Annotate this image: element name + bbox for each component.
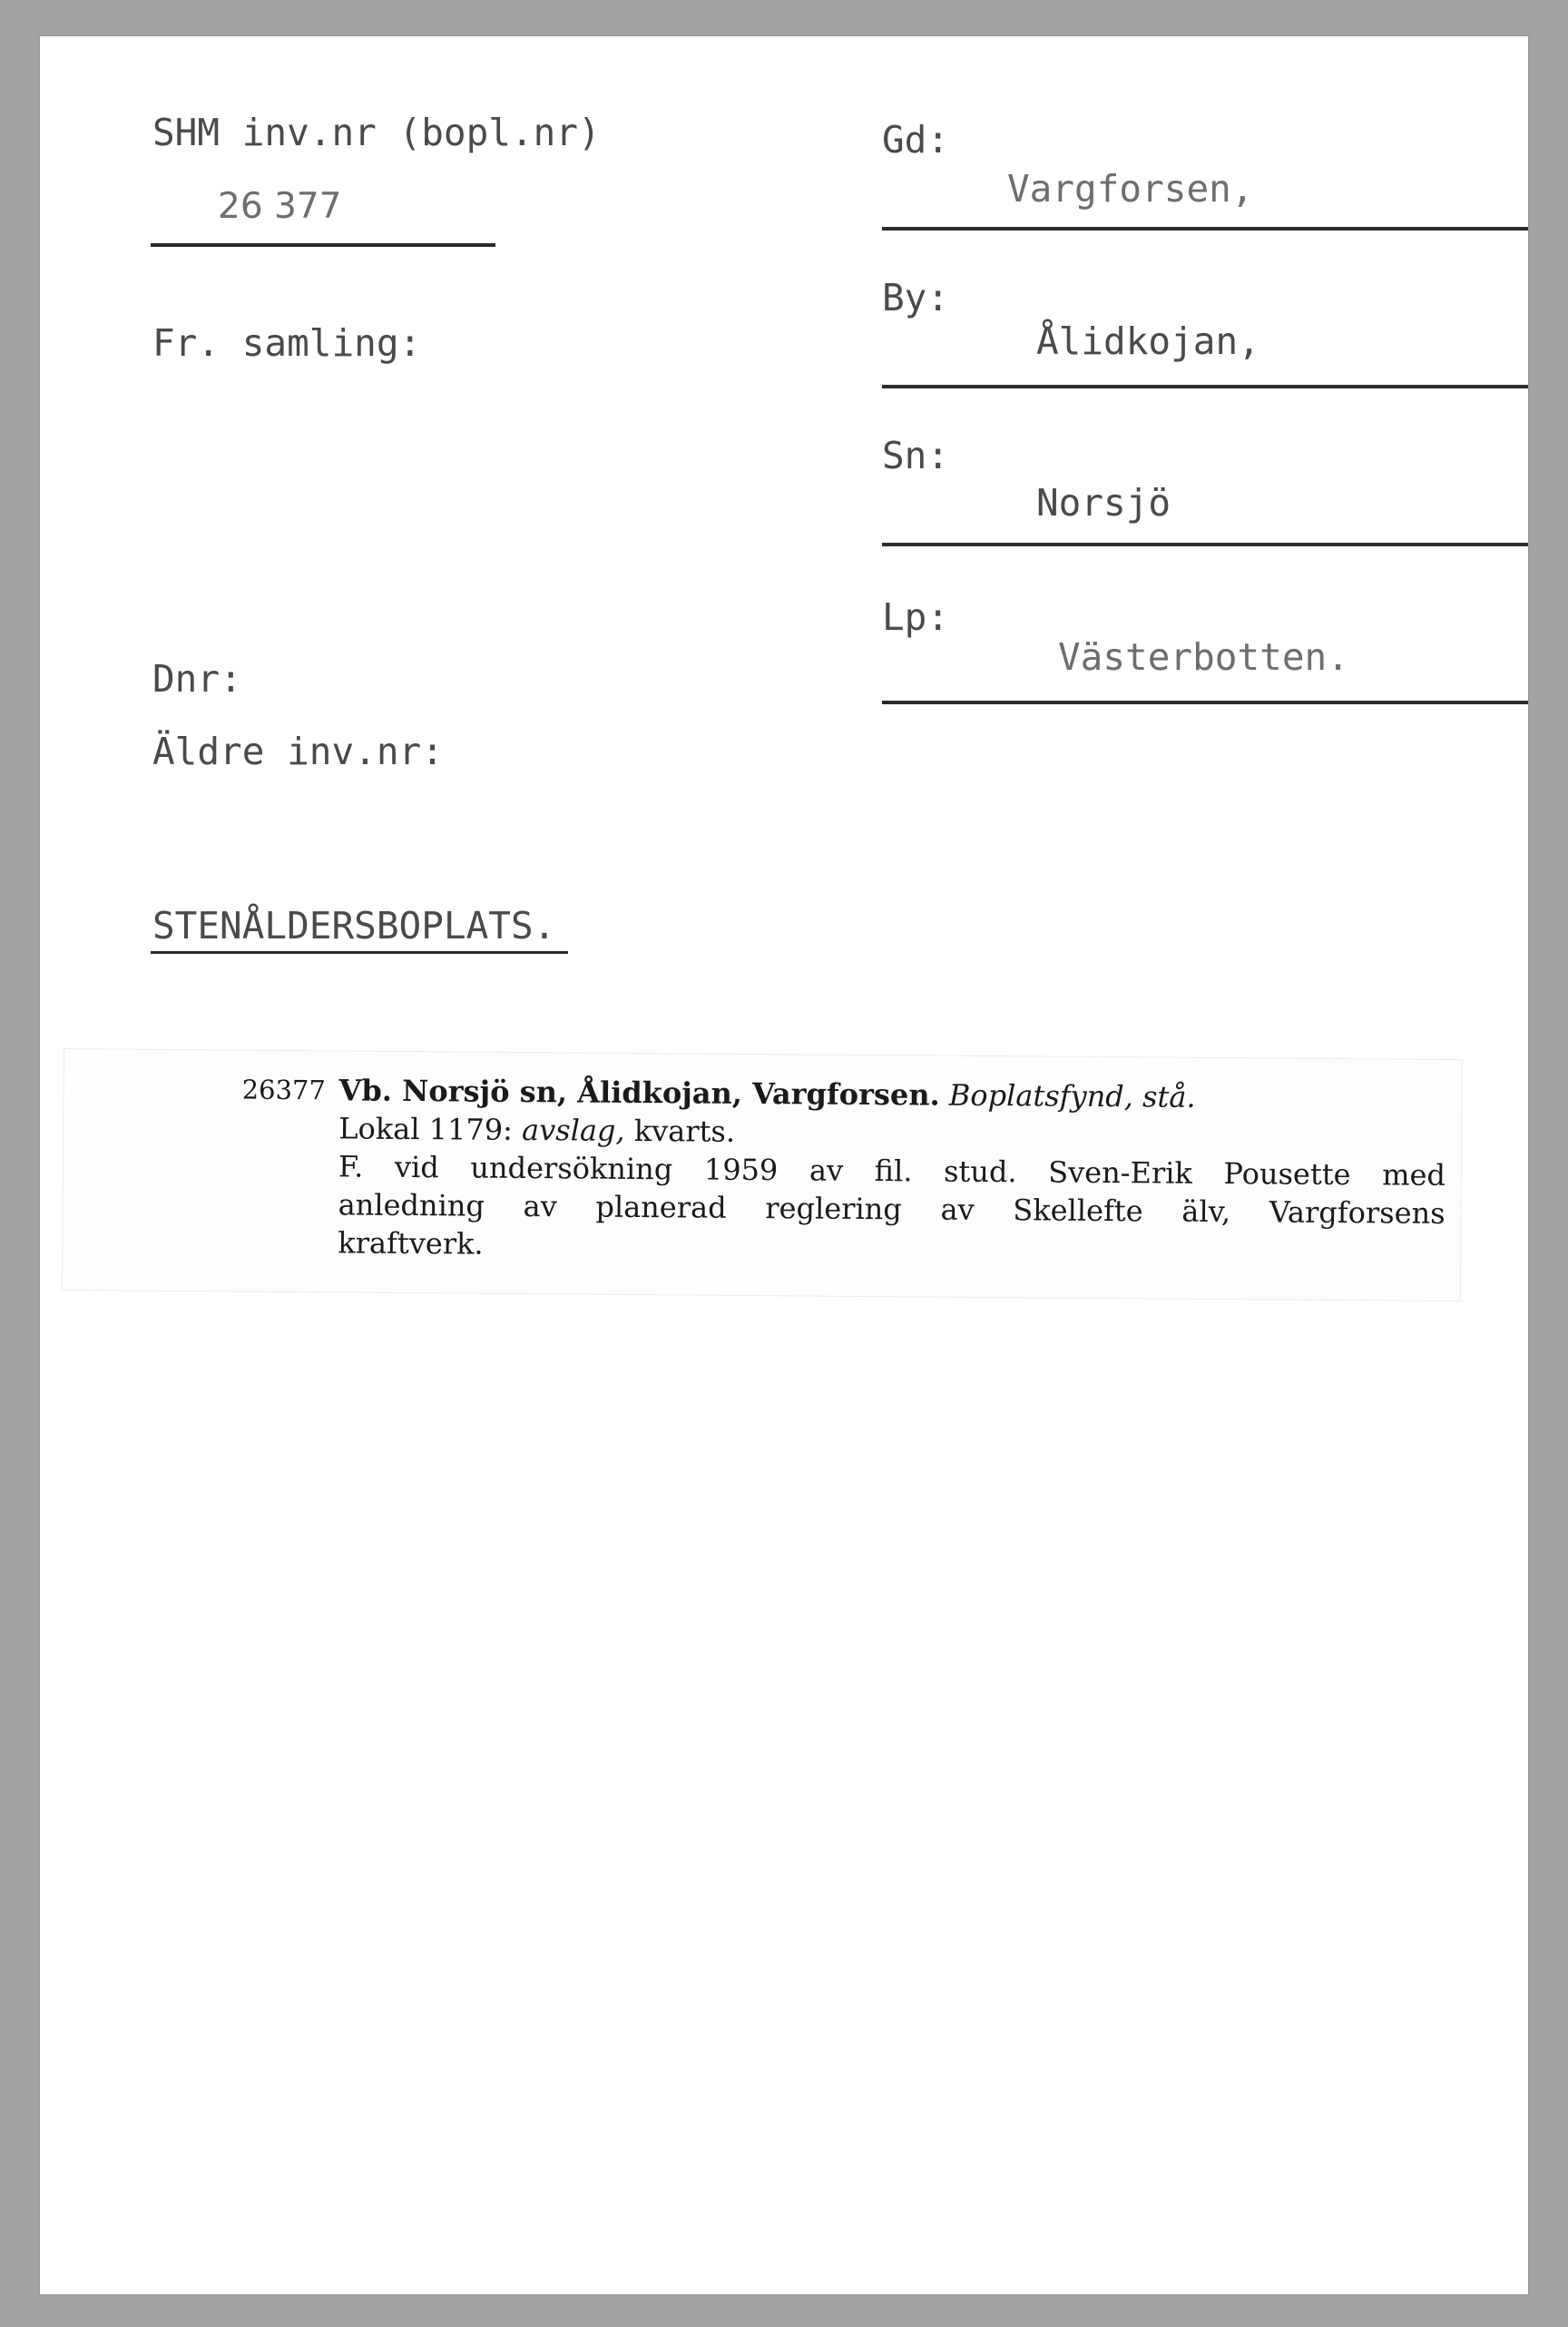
sn-label: Sn: <box>882 434 950 477</box>
inv-underline <box>151 243 495 247</box>
gd-rule <box>882 227 1528 231</box>
slip-number: 26377 <box>241 1074 327 1106</box>
lp-value: Västerbotten. <box>1058 635 1349 679</box>
dnr-label: Dnr: <box>152 657 242 701</box>
samling-label: Fr. samling: <box>152 321 422 365</box>
aldre-inv-label: Äldre inv.nr: <box>152 730 444 773</box>
by-value: Ålidkojan, <box>1036 319 1260 363</box>
slip-lokal-italic: avslag, <box>521 1112 625 1148</box>
gd-value: Vargforsen, <box>1007 167 1254 211</box>
slip-line-4: anledning av planerad reglering av Skellefte älv, Vargforsens <box>338 1187 1446 1231</box>
inv-label: SHM inv.nr (bopl.nr) <box>152 111 601 154</box>
lp-rule <box>882 701 1528 704</box>
lp-label: Lp: <box>882 595 950 639</box>
slip-heading: Vb. Norsjö sn, Ålidkojan, Vargforsen. <box>338 1073 940 1113</box>
slip-lokal-prefix: Lokal 1179: <box>338 1111 514 1147</box>
inv-value: 26 377 <box>218 186 342 227</box>
category-heading: STENÅLDERSBOPLATS. <box>152 904 556 947</box>
category-underline <box>151 951 568 954</box>
by-rule <box>882 385 1528 388</box>
slip-line-5: kraftverk. <box>338 1225 484 1262</box>
sn-value: Norsjö <box>1036 481 1171 525</box>
slip-text <box>338 1071 1446 1271</box>
gd-label: Gd: <box>882 118 950 162</box>
sn-rule <box>882 543 1528 546</box>
printed-slip <box>62 1048 1463 1301</box>
catalog-card <box>40 36 1528 2294</box>
slip-line-3: F. vid undersökning 1959 av fil. stud. Sven-Erik Pousette med <box>338 1149 1446 1193</box>
by-label: By: <box>882 276 950 319</box>
slip-find-type: Boplatsfynd, stå. <box>948 1077 1196 1114</box>
slip-lokal-suffix: kvarts. <box>633 1113 736 1149</box>
